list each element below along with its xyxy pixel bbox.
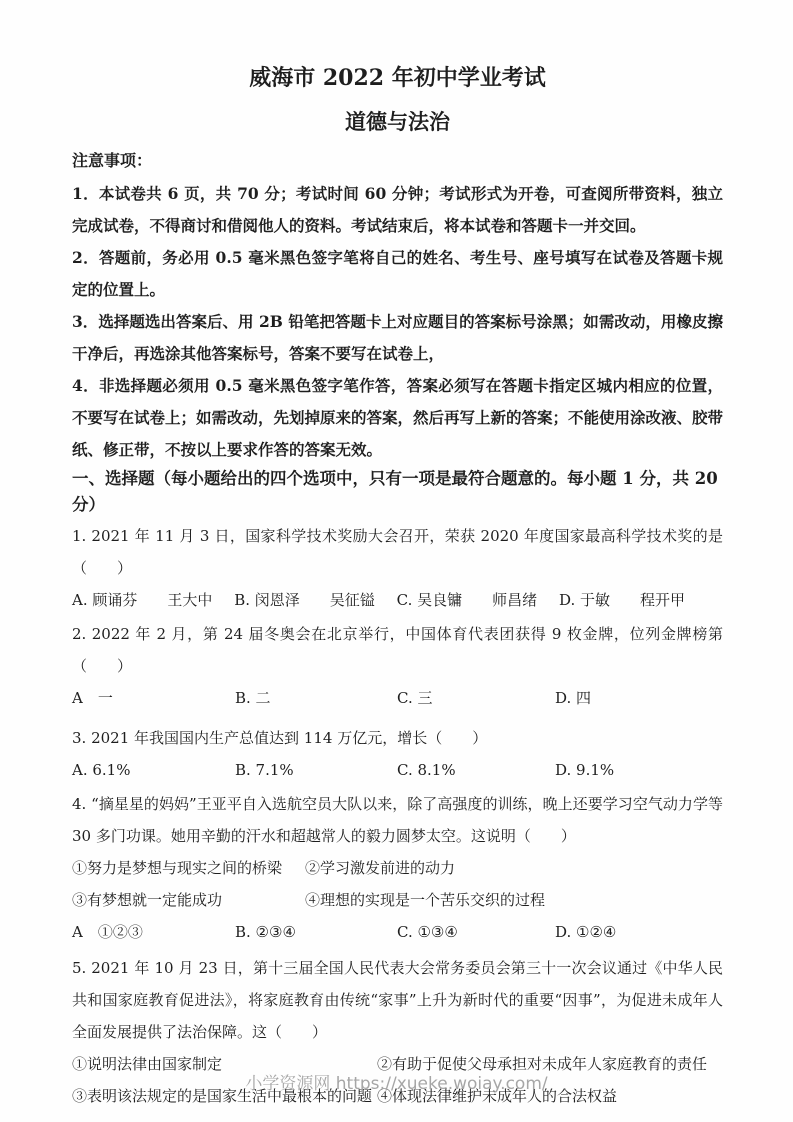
question-1-stem: 1. 2021 年 11 月 3 日，国家科学技术奖励大会召开，荣获 2020 年度国家最高科学技术奖的是（ ） (72, 527, 723, 577)
question-1 (72, 520, 723, 616)
notice-heading: 注意事项： (72, 151, 153, 170)
question-1-option-a: A. 顾诵芬 王大中 (72, 591, 213, 609)
question-4-statements-row-2 (72, 884, 723, 916)
notice-item-3: 3．选择题选出答案后、用 2B 铅笔把答题卡上对应题目的答案标号涂黑；如需改动，用橡皮擦干净后，再选涂其他答案标号，答案不要写在试卷上， (72, 312, 723, 363)
page-footer (0, 1072, 793, 1096)
question-2-option-c: C. 三 (397, 689, 433, 707)
question-1-option-d: D. 于敏 程开甲 (558, 591, 685, 609)
question-3-stem: 3. 2021 年我国国内生产总值达到 114 万亿元，增长（ ） (72, 729, 488, 747)
question-3-option-a: A. 6.1% (72, 761, 131, 779)
question-2-options (72, 682, 723, 714)
question-2-option-a: A 一 (72, 689, 113, 707)
question-4-option-c: C. ①③④ (397, 923, 458, 941)
question-2 (72, 618, 723, 714)
notice-item-1: 1．本试卷共 6 页，共 70 分；考试时间 60 分钟；考试形式为开卷，可查阅所带资料，独立完成试卷，不得商讨和借阅他人的资料。考试结束后，将本试卷和答题卡一并交回。 (72, 184, 723, 235)
question-1-options (72, 584, 685, 616)
question-1-option-b: B. 闵恩泽 吴征镒 (234, 591, 375, 609)
question-3-options (72, 754, 723, 786)
question-4-stem: 4. “摘星星的妈妈”王亚平自入选航空员大队以来，除了高强度的训练，晚上还要学习空气动力学等 30 多门功课。她用辛勤的汗水和超越常人的毅力圆梦太空。这说明（ ） (72, 795, 723, 845)
exam-subtitle: 道德与法治 (345, 109, 450, 134)
question-4-option-d: D. ①②④ (555, 923, 617, 941)
notice-item-2: 2．答题前，务必用 0.5 毫米黑色签字笔将自己的姓名、考生号、座号填写在试卷及答题卡规定的位置上。 (72, 248, 723, 299)
notice-item-4: 4．非选择题必须用 0.5 毫米黑色签字笔作答，答案必须写在答题卡指定区城内相应的位置，不要写在试卷上；如需改动，先划掉原来的答案，然后再写上新的答案；不能使用涂改液、胶带纸、修正带，不按以上要求作答的答案无效。 (72, 376, 724, 459)
question-4-options (72, 916, 723, 948)
question-2-option-b: B. 二 (235, 689, 271, 707)
question-3-option-b: B. 7.1% (235, 761, 294, 779)
question-4-statements-row-1 (72, 852, 723, 884)
question-4-option-a: A ①②③ (72, 923, 143, 941)
question-2-option-d: D. 四 (555, 689, 592, 707)
footer-site-link[interactable]: 小学资源网 https://xueke.woiay.com/ (245, 1074, 548, 1094)
question-4-statement-4: ④理想的实现是一个苦乐交织的过程 (305, 891, 546, 909)
question-3-option-c: C. 8.1% (397, 761, 456, 779)
question-5-statement-1: ①说明法律由国家制定 (72, 1055, 223, 1073)
question-5-statement-4: ④体现法律维护未成年人的合法权益 (377, 1087, 618, 1105)
question-4-option-b: B. ②③④ (235, 923, 296, 941)
question-5-stem: 5. 2021 年 10 月 23 日，第十三届全国人民代表大会常务委员会第三十一次会议通过《中华人民共和国家庭教育促进法》，将家庭教育由传统“家事”上升为新时代的重要“因事”，为促进未成年人全面发展提供了法治保障。这（ ） (72, 959, 723, 1041)
question-5-statement-2: ②有助于促使父母承担对未成年人家庭教育的责任 (377, 1055, 708, 1073)
question-4-statement-3: ③有梦想就一定能成功 (72, 891, 223, 909)
question-2-stem: 2. 2022 年 2 月，第 24 届冬奥会在北京举行，中国体育代表团获得 9 枚金牌，位列金牌榜第（ ） (72, 625, 723, 675)
question-4-statement-2: ②学习激发前进的动力 (305, 859, 456, 877)
question-3-option-d: D. 9.1% (555, 761, 615, 779)
question-5-statement-3: ③表明该法规定的是国家生活中最根本的问题 (72, 1087, 373, 1105)
question-3 (72, 722, 723, 786)
question-1-option-c: C. 吴良镛 师昌绪 (396, 591, 538, 609)
section-heading: 一、选择题（每小题给出的四个选项中，只有一项是最符合题意的。每小题 1 分，共 20 分） (72, 469, 718, 514)
question-4-statement-1: ①努力是梦想与现实之间的桥梁 (72, 859, 283, 877)
question-4 (72, 788, 723, 948)
exam-title: 威海市 2022 年初中学业考试 (249, 65, 546, 91)
